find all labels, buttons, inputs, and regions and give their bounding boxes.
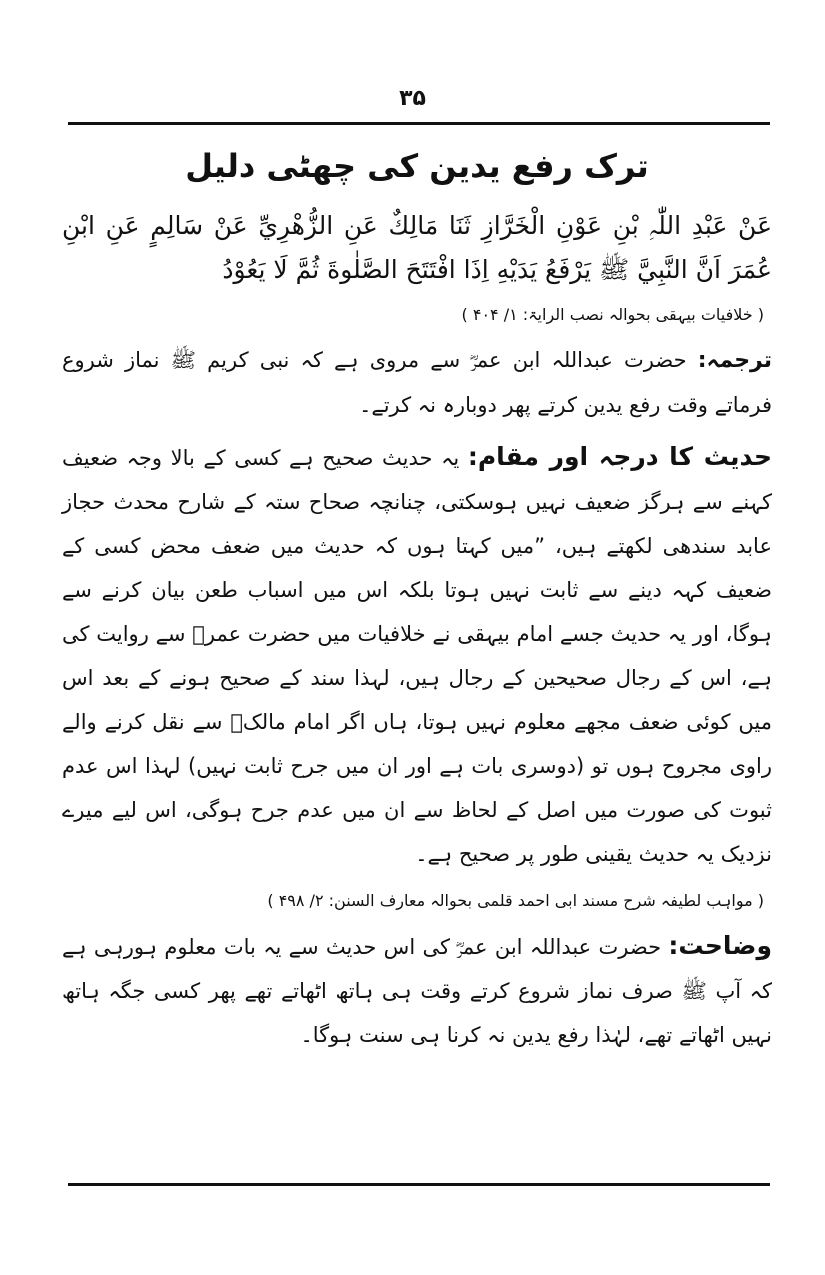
status-reference: ( مواہب لطیفہ شرح مسند ابی احمد قلمی بحوالہ معارف السنن: ۲/ ۴۹۸ ) [267, 891, 764, 910]
top-divider [68, 122, 770, 125]
status-paragraph [62, 435, 772, 876]
page-content [62, 138, 772, 1065]
bottom-divider [68, 1183, 770, 1186]
hadith-reference: ( خلافیات بیہقی بحوالہ نصب الرایۃ: ۱/ ۴۰۴ ) [461, 305, 764, 324]
page-number: ۳۵ [399, 86, 426, 111]
translation-paragraph [62, 338, 772, 427]
clarification-label: وضاحت: [668, 931, 772, 960]
status-text: یہ حدیث صحیح ہے کسی کے بالا وجہ ضعیف کہنے سے ہرگز ضعیف نہیں ہوسکتی، چنانچہ صحاح ستہ کے شارح محدث حجاز عابد سندھی لکھتے ہیں، ”میں کہتا ہوں کہ حدیث میں ضعف محض کسی کے ضعیف کہہ دینے سے ثابت نہیں ہوتا بلکہ اس میں اسباب طعن بیان کرنے سے ہوگا، اور یہ حدیث جسے امام بیہقی نے خلافیات میں حضرت عمرؓ سے روایت کی ہے، اس کے رجال صحیحین کے رجال ہیں، لہذا سند کے صحیح ہونے کے بعد اس میں کوئی ضعف مجھے معلوم نہیں ہوتا، ہاں اگر امام مالکؒ سے نقل کرنے والے راوی مجروح ہوں تو (دوسری بات ہے اور ان میں جرح ثابت نہیں) لہذا اس عدم ثبوت کی صورت میں اصل کے لحاظ سے ان میں عدم جرح ہوگی، اس لیے میرے نزدیک یہ حدیث یقینی طور پر صحیح ہے۔ [62, 446, 772, 866]
clarification-paragraph [62, 924, 772, 1057]
hadith-arabic-text: عَنْ عَبْدِ اللّٰہِ بْنِ عَوْنِ الْخَرَّازِ ثَنَا مَالِكٌ عَنِ الزُّهْرِيِّ عَنْ سَالِمٍ عَنِ ابْنِ عُمَرَ اَنَّ النَّبِيَّ ﷺ يَرْفَعُ يَدَيْهِ اِذَا افْتَتَحَ الصَّلٰوةَ ثُمَّ لَا يَعُوْدُ [62, 211, 772, 284]
status-label: حدیث کا درجہ اور مقام: [467, 442, 772, 471]
clarification-text: حضرت عبداللہ ابن عمرؓ کی اس حدیث سے یہ بات معلوم ہورہی ہے کہ آپ ﷺ صرف نماز شروع کرتے وقت ہی ہاتھ اٹھاتے تھے پھر کسی جگہ ہاتھ نہیں اٹھاتے تھے، لہٰذا رفع یدین نہ کرنا ہی سنت ہوگا۔ [62, 935, 772, 1047]
chapter-title: ترک رفع یدین کی چھٹی دلیل [185, 147, 649, 185]
translation-label: ترجمہ: [697, 348, 772, 373]
translation-text: حضرت عبداللہ ابن عمرؓ سے مروی ہے کہ نبی کریم ﷺ نماز شروع فرماتے وقت رفع یدین کرتے پھر دوبارہ نہ کرتے۔ [62, 348, 772, 417]
